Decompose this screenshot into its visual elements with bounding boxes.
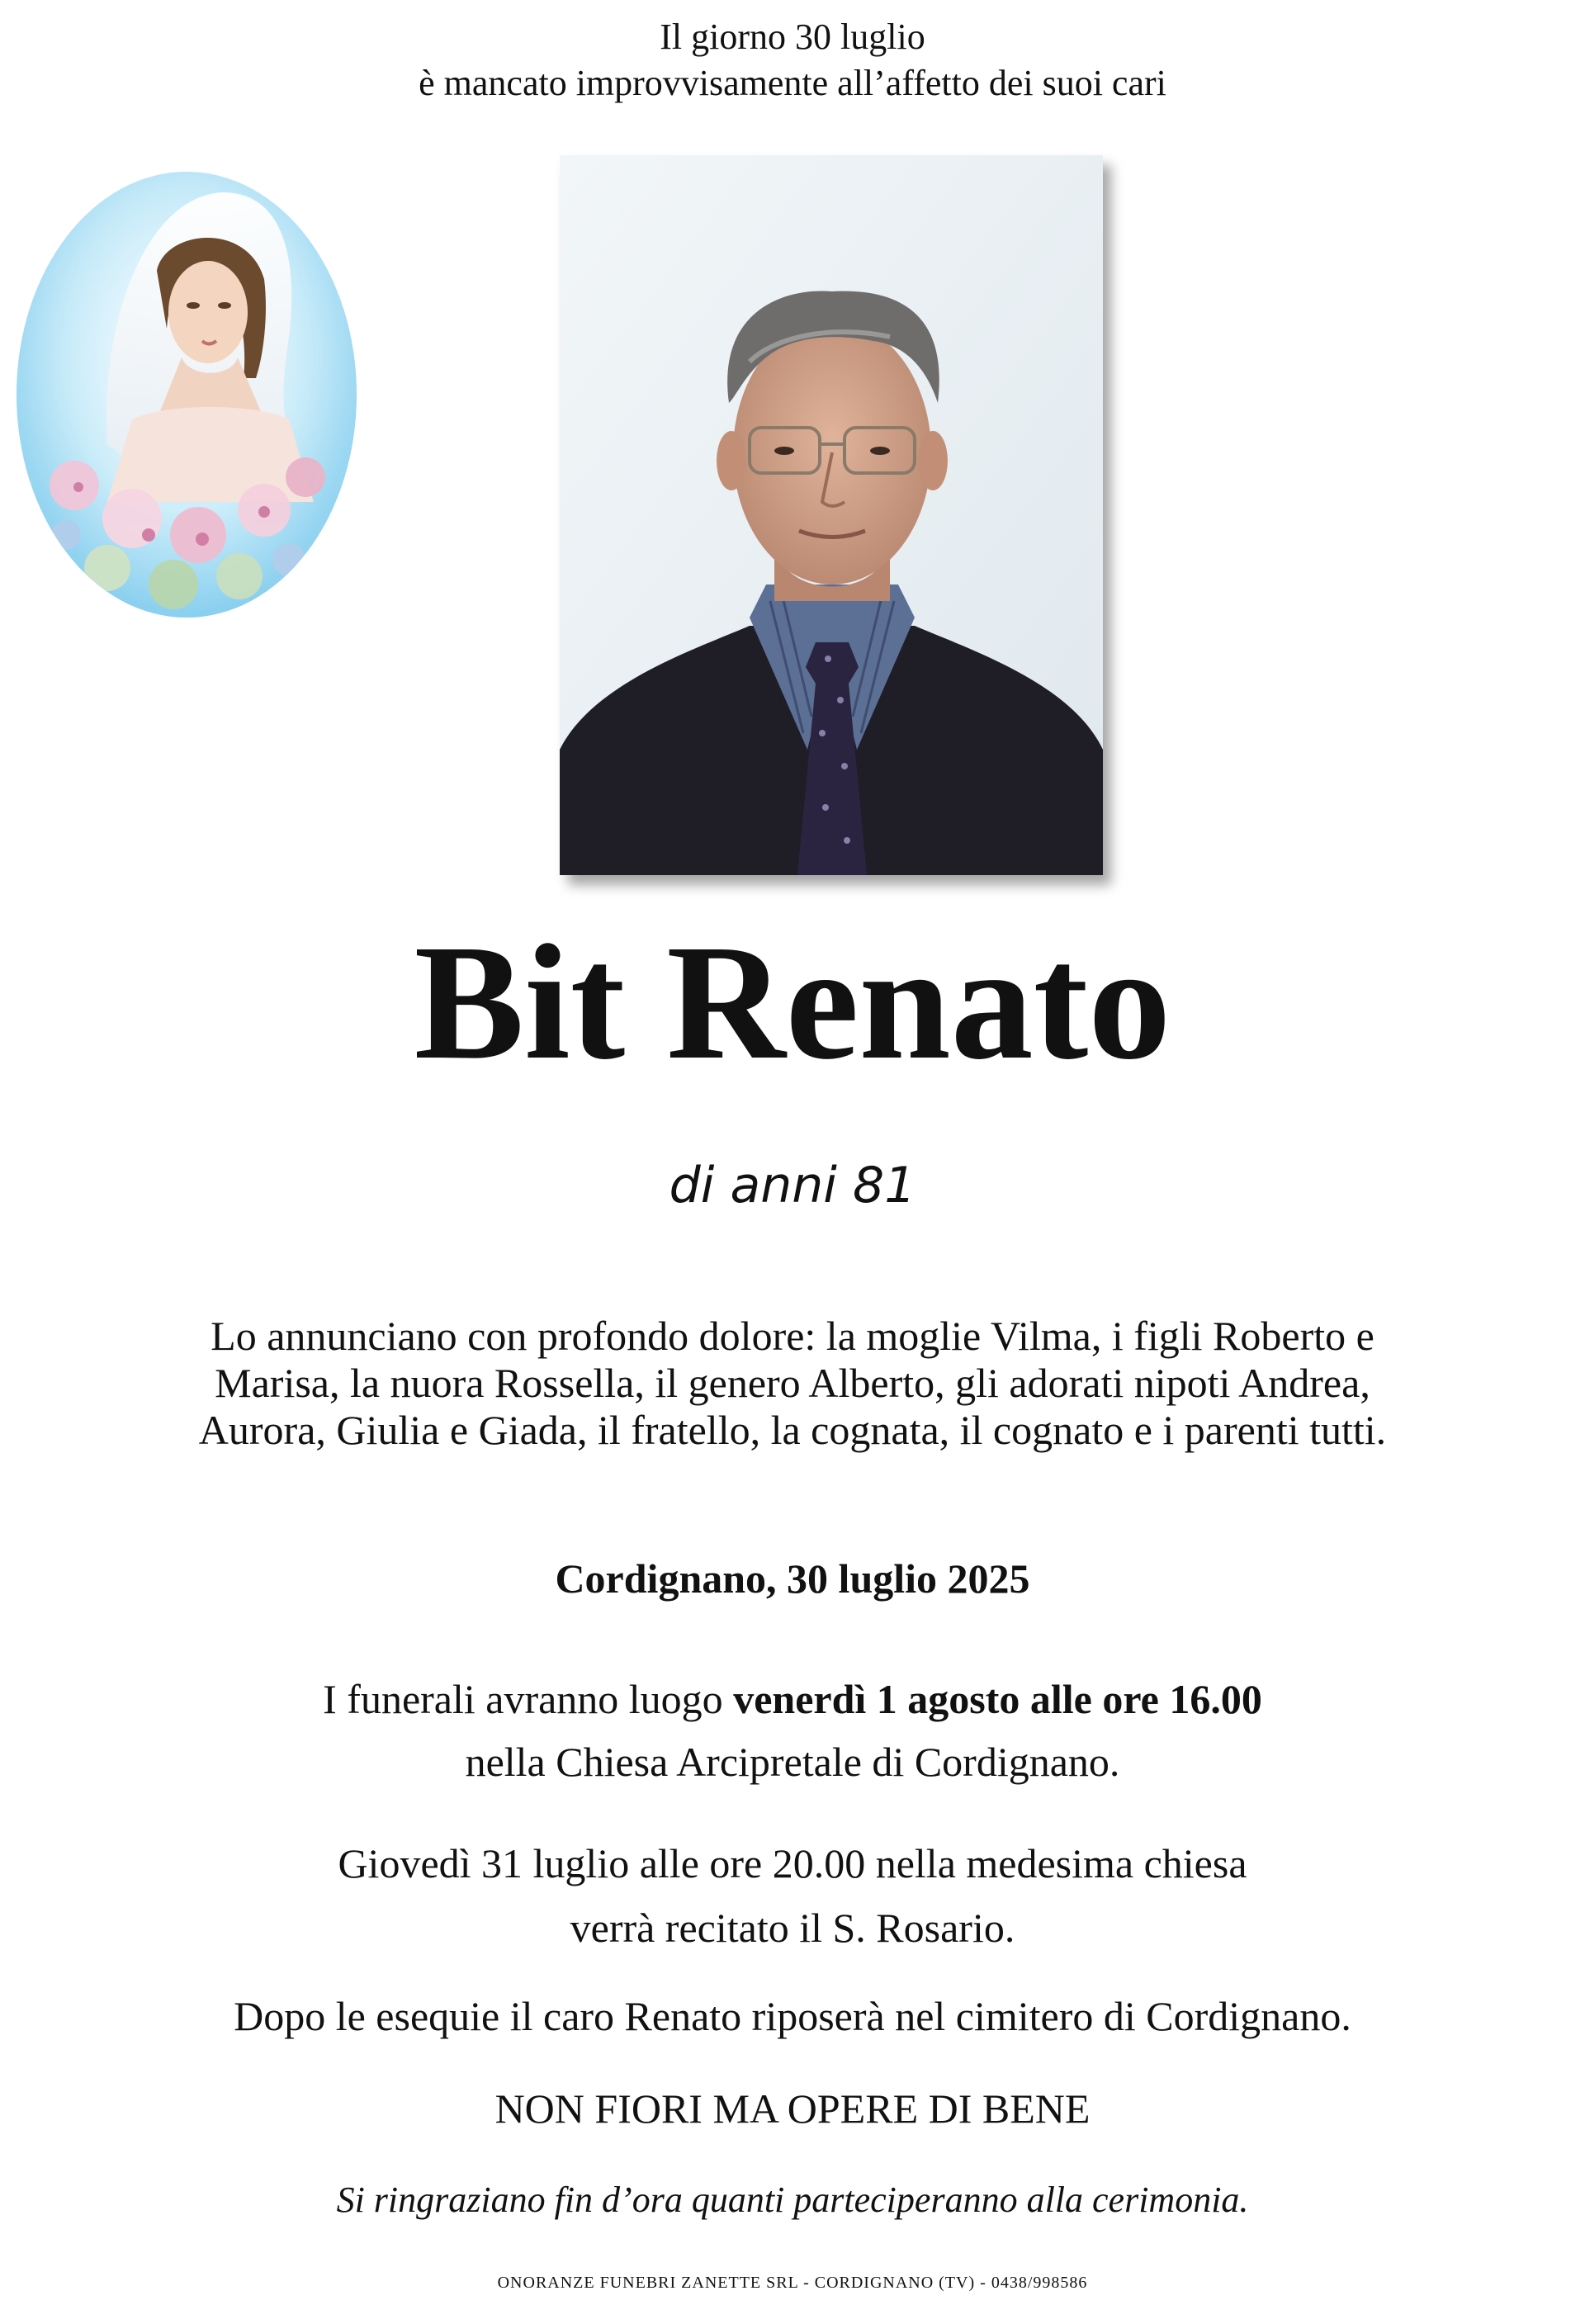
intro-line-1: Il giorno 30 luglio xyxy=(660,17,925,57)
announcement-line-1: Lo annunciano con profondo dolore: la moglie Vilma, i figli Roberto e xyxy=(211,1313,1374,1359)
madonna-oval-image xyxy=(17,172,357,618)
funeral-datetime: venerdì 1 agosto alle ore 16.00 xyxy=(733,1676,1262,1722)
portrait-photo xyxy=(560,155,1103,875)
funeral-prefix: I funerali avranno luogo xyxy=(323,1676,734,1722)
deceased-age: di anni 81 xyxy=(669,1157,916,1214)
rosary-line-1: Giovedì 31 luglio alle ore 20.00 nella medesima chiesa xyxy=(338,1840,1247,1886)
funeral-home-footer: ONORANZE FUNEBRI ZANETTE SRL - CORDIGNANO (TV) - 0438/998586 xyxy=(497,2274,1088,2292)
rosary-line-2: verrà recitato il S. Rosario. xyxy=(570,1905,1015,1951)
place-date: Cordignano, 30 luglio 2025 xyxy=(555,1555,1030,1602)
thanks-note: Si ringraziano fin d’ora quanti parteciperanno alla cerimonia. xyxy=(336,2180,1249,2220)
deceased-name: Bit Renato xyxy=(414,911,1171,1094)
announcement-line-3: Aurora, Giulia e Giada, il fratello, la cognata, il cognato e i parenti tutti. xyxy=(198,1407,1387,1453)
burial-note: Dopo le esequie il caro Renato riposerà nel cimitero di Cordignano. xyxy=(234,1993,1351,2039)
announcement-line-2: Marisa, la nuora Rossella, il genero Alberto, gli adorati nipoti Andrea, xyxy=(215,1360,1370,1406)
intro-line-2: è mancato improvvisamente all’affetto dei suoi cari xyxy=(419,63,1166,103)
funeral-line-1 xyxy=(0,1668,1585,1730)
funeral-location: nella Chiesa Arcipretale di Cordignano. xyxy=(465,1739,1120,1785)
no-flowers-note: NON FIORI MA OPERE DI BENE xyxy=(494,2085,1091,2132)
